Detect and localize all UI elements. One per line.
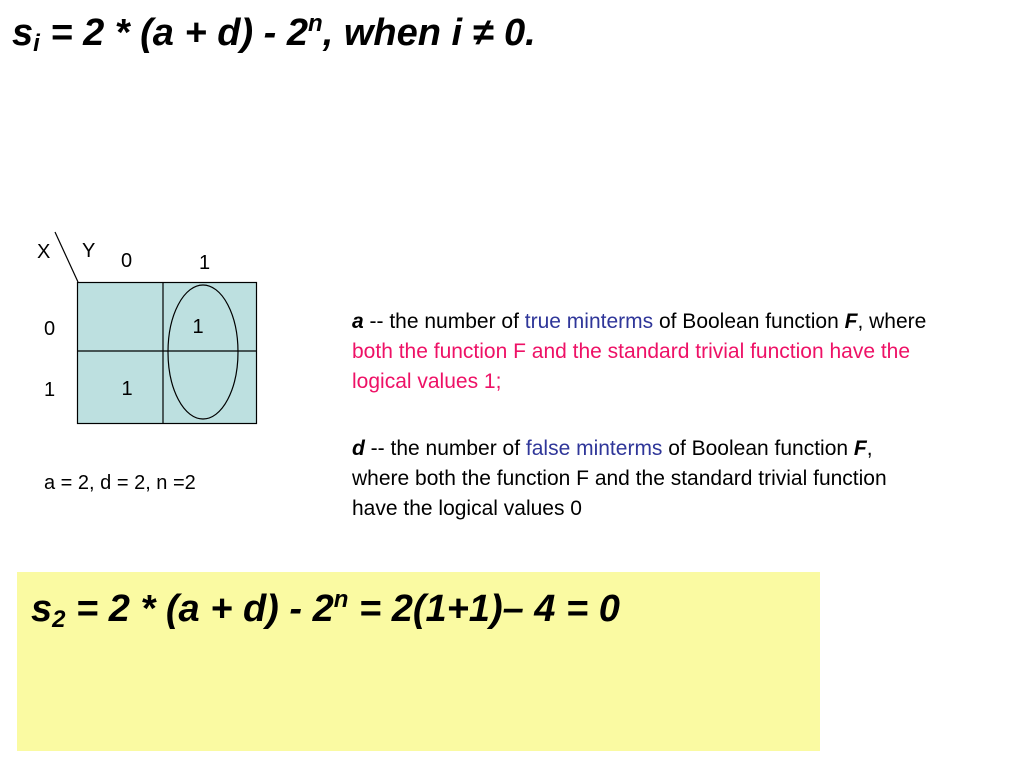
definition-d-highlight: false minterms (525, 437, 663, 460)
title-condition: , when i ≠ 0. (322, 12, 536, 54)
result-superscript: n (333, 586, 349, 613)
definition-a-highlight: true minterms (524, 310, 654, 333)
kmap-cell-0-1: 1 (192, 316, 204, 338)
definition-d-function: F (853, 437, 867, 460)
title-superscript: n (308, 10, 323, 37)
result-subscript: 2 (52, 606, 66, 633)
result-var: s (31, 588, 53, 630)
title-expression: = 2 * (a + d) - 2 (39, 12, 309, 54)
definition-d-text-3: , where both the function F and the standard trivial function have the logical values 0 (352, 437, 887, 520)
definition-d-text-1: -- the number of (364, 437, 526, 460)
kmap-diagonal-line (0, 0, 100, 300)
definition-d-text-2: of Boolean function (662, 437, 854, 460)
kmap-background (78, 283, 257, 424)
definition-a-text-2: of Boolean function (653, 310, 845, 333)
definition-a-condition: both the function F and the standard trivial function have the logical values 1; (352, 340, 911, 393)
kmap-col-variable: Y (82, 240, 96, 262)
kmap-col-header-0: 0 (121, 250, 133, 272)
karnaugh-map (77, 282, 257, 424)
kmap-grid (77, 282, 257, 424)
kmap-cell-1-0: 1 (121, 378, 133, 400)
kmap-row-header-1: 1 (44, 379, 56, 401)
result-expression: = 2 * (a + d) - 2 (65, 588, 334, 630)
definition-a-text-3: , where (857, 310, 927, 333)
definition-a-function: F (844, 310, 858, 333)
definition-a-var: a (352, 310, 364, 333)
result-evaluation: = 2(1+1)– 4 = 0 (348, 588, 620, 630)
definition-d (352, 434, 932, 524)
result-formula (31, 586, 620, 635)
definition-d-var: d (352, 437, 365, 460)
definition-a (352, 307, 932, 397)
parameter-values: a = 2, d = 2, n =2 (44, 472, 196, 494)
kmap-row-variable: X (37, 241, 51, 263)
result-box (17, 572, 820, 751)
definition-a-text-1: -- the number of (363, 310, 525, 333)
title-var: s (12, 12, 34, 54)
kmap-col-header-1: 1 (199, 252, 211, 274)
title-subscript: i (33, 30, 40, 57)
kmap-row-header-0: 0 (44, 318, 56, 340)
